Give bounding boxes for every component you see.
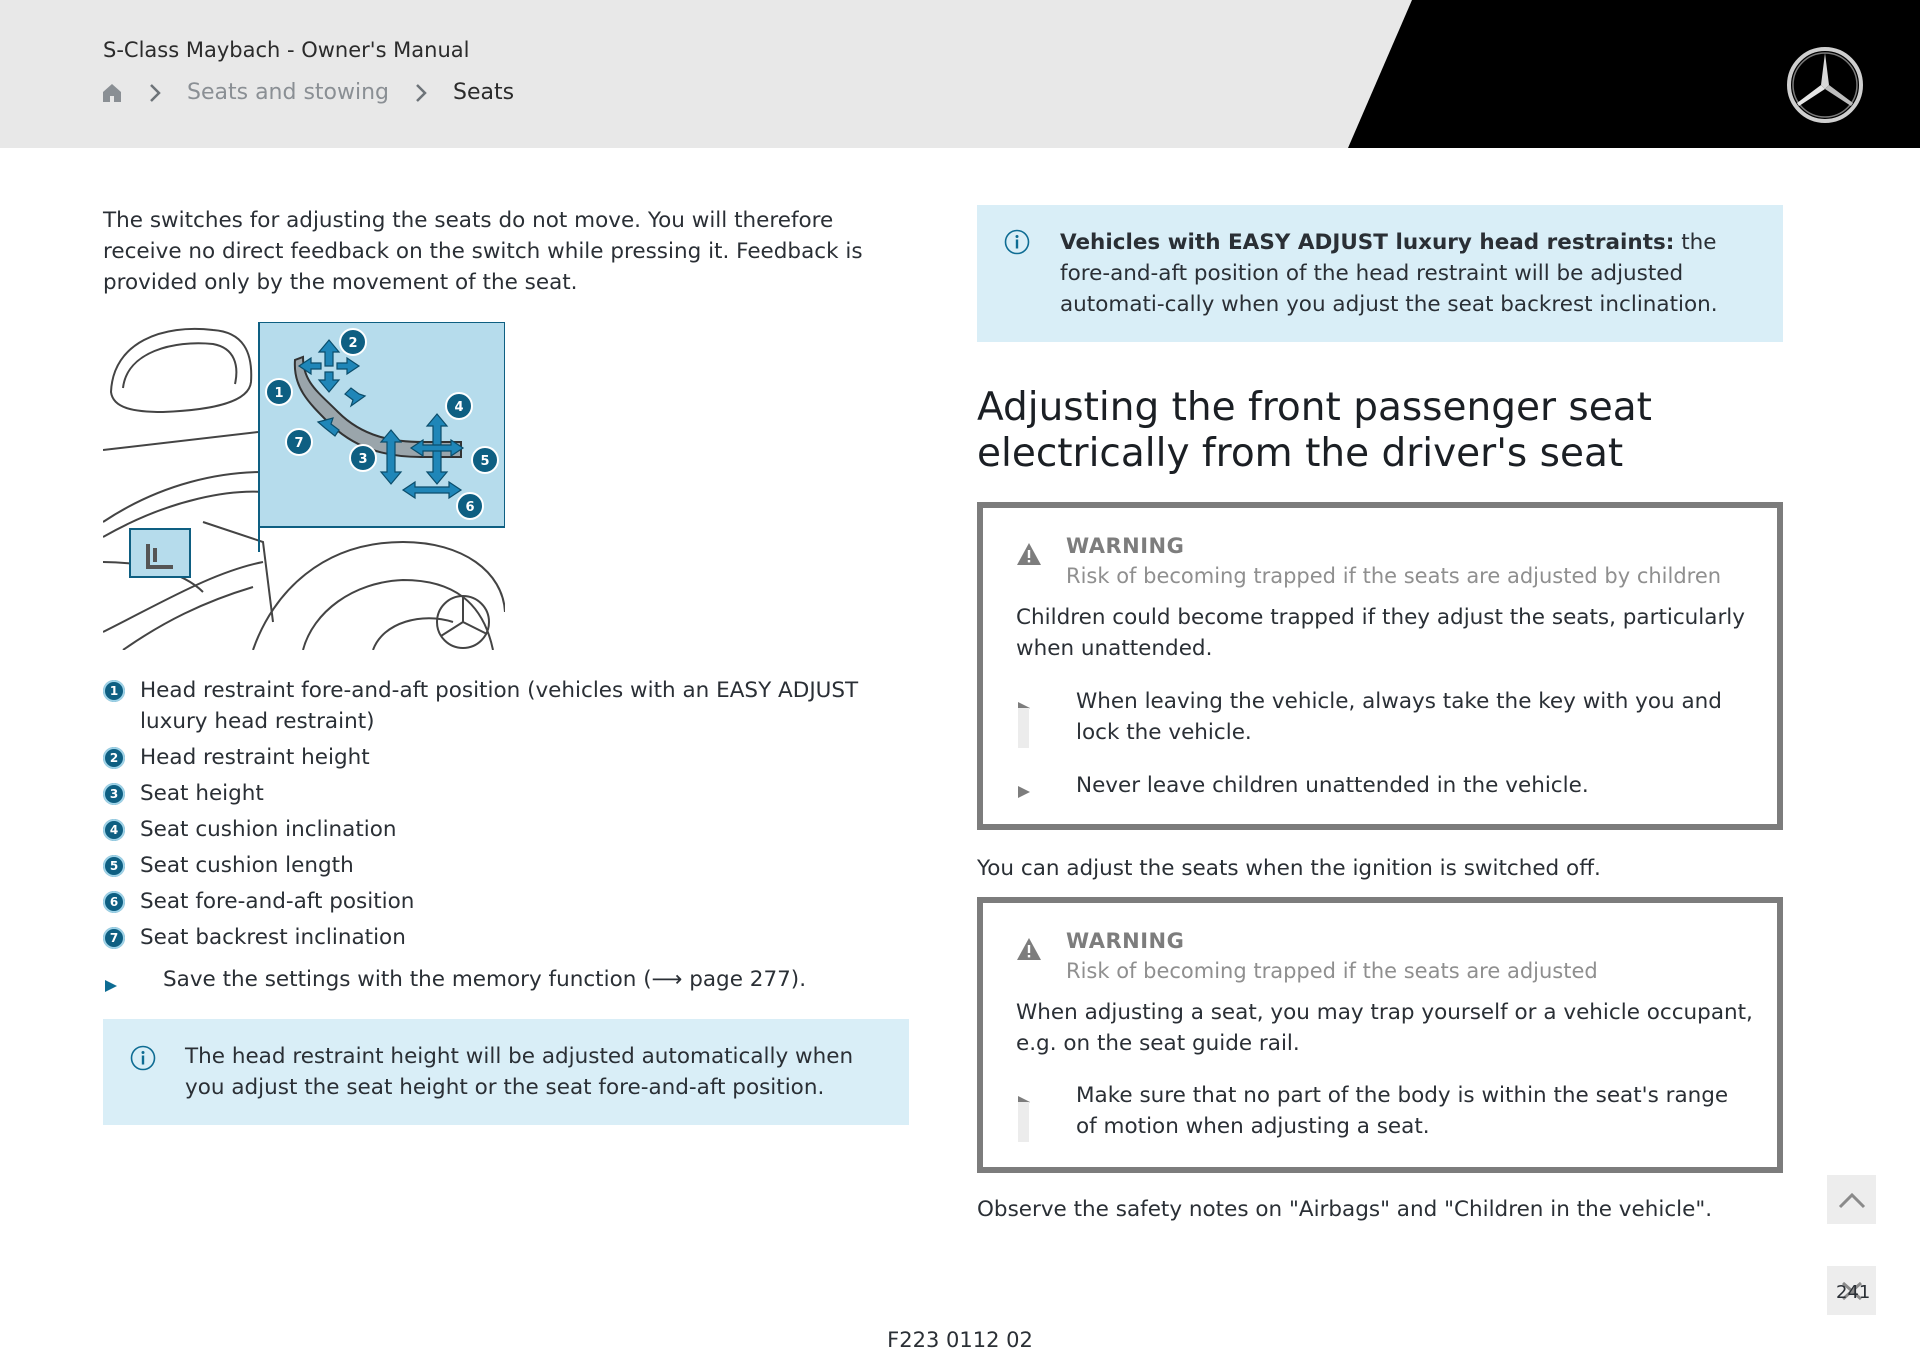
svg-text:1: 1 — [274, 386, 284, 401]
legend-number: 6 — [103, 891, 125, 913]
legend-number: 5 — [103, 855, 125, 877]
legend-text: Seat cushion length — [140, 853, 354, 878]
header-black-panel — [0, 0, 1920, 148]
svg-text:7: 7 — [294, 436, 304, 451]
svg-text:6: 6 — [465, 500, 475, 515]
safety-note: Observe the safety notes on "Airbags" and "Children in the vehicle". — [977, 1197, 1713, 1222]
figure-legend — [103, 675, 909, 958]
info-box-easy-adjust — [977, 205, 1783, 342]
warning-box-seat-adjust — [977, 897, 1783, 1173]
warning-bullet-text: When leaving the vehicle, always take the key with you and lock the vehicle. — [1076, 689, 1722, 745]
callout-7 — [286, 429, 312, 455]
intro-paragraph: The switches for adjusting the seats do not move. You will therefore receive no direct feedback on the switch while pressing it. Feedback is provided only by the movement of the seat. — [103, 208, 863, 295]
warning-label: WARNING — [1066, 929, 1185, 953]
callout-3 — [350, 445, 376, 471]
home-icon[interactable] — [101, 82, 123, 104]
legend-item — [103, 675, 909, 737]
scroll-to-top-button[interactable] — [1827, 1175, 1876, 1224]
warning-body: When adjusting a seat, you may trap yourself or a vehicle occupant, e.g. on the seat guide rail. — [1016, 1000, 1753, 1056]
action-arrow-icon — [103, 972, 123, 1003]
chevron-right-icon — [149, 83, 161, 103]
legend-item — [103, 922, 909, 953]
legend-text: Seat cushion inclination — [140, 817, 397, 842]
callout-5 — [472, 447, 498, 473]
svg-text:3: 3 — [358, 452, 368, 467]
info-text: The head restraint height will be adjusted automatically when you adjust the seat height or the seat fore-and-aft position. — [185, 1044, 854, 1100]
legend-item — [103, 814, 909, 845]
memory-action-step — [103, 964, 909, 1003]
svg-text:2: 2 — [348, 336, 358, 351]
legend-item — [103, 850, 909, 881]
callout-6 — [457, 493, 483, 519]
mercedes-star-logo — [1785, 45, 1865, 125]
bullet-arrow-icon — [1016, 694, 1036, 725]
footer-code: F223 0112 02 — [887, 1328, 1033, 1352]
info-bold-lead: Vehicles with EASY ADJUST luxury head restraints: — [1060, 230, 1675, 255]
seat-adjustment-illustration — [103, 322, 505, 650]
svg-text:4: 4 — [454, 400, 464, 415]
legend-number: 1 — [103, 680, 125, 702]
bullet-arrow-icon — [1016, 778, 1036, 809]
warning-bullet — [1016, 1080, 1736, 1142]
warning-bullet-text: Never leave children unattended in the vehicle. — [1076, 773, 1589, 798]
legend-item — [103, 886, 909, 917]
callout-4 — [446, 393, 472, 419]
legend-text: Seat backrest inclination — [140, 925, 406, 950]
legend-number: 2 — [103, 747, 125, 769]
warning-box-children — [977, 502, 1783, 830]
svg-text:5: 5 — [480, 454, 490, 469]
left-column — [103, 205, 909, 298]
breadcrumb-link-seats-and-stowing[interactable]: Seats and stowing — [187, 80, 390, 105]
warning-bullet — [1016, 770, 1736, 809]
legend-text: Seat height — [140, 781, 264, 806]
warning-body: Children could become trapped if they adjust the seats, particularly when unattended. — [1016, 605, 1745, 661]
warning-risk: Risk of becoming trapped if the seats are adjusted — [1066, 959, 1598, 983]
legend-number: 3 — [103, 783, 125, 805]
section-title: Adjusting the front passenger seat electrically from the driver's seat — [977, 385, 1652, 476]
info-box-head-restraint-height — [103, 1019, 909, 1125]
warning-triangle-icon — [1016, 542, 1042, 570]
document-title: S-Class Maybach - Owner's Manual — [103, 38, 470, 62]
info-icon — [1004, 229, 1030, 259]
callout-2 — [340, 329, 366, 355]
legend-text: Head restraint fore-and-aft position (vehicles with an EASY ADJUST luxury head restraint) — [140, 678, 859, 734]
info-rest: the fore-and-aft position of the head restraint will be adjusted automati-cally when you adjust the seat backrest inclination. — [1060, 230, 1718, 317]
bullet-arrow-icon — [1016, 1088, 1036, 1119]
legend-text: Seat fore-and-aft position — [140, 889, 415, 914]
breadcrumb — [101, 80, 514, 105]
warning-risk: Risk of becoming trapped if the seats are adjusted by children — [1066, 564, 1722, 588]
warning-bullet — [1016, 686, 1736, 748]
legend-item — [103, 778, 909, 809]
warning-bullet-text: Make sure that no part of the body is within the seat's range of motion when adjusting a seat. — [1076, 1083, 1729, 1139]
memory-action-text[interactable]: Save the settings with the memory function (⟶ page 277). — [163, 967, 807, 992]
legend-number: 4 — [103, 819, 125, 841]
chevron-up-icon — [1837, 1190, 1867, 1210]
legend-text: Head restraint height — [140, 745, 370, 770]
info-text — [1060, 227, 1740, 320]
page-header — [0, 0, 1920, 148]
callout-1 — [266, 379, 292, 405]
warning-triangle-icon — [1016, 937, 1042, 965]
warning-label: WARNING — [1066, 534, 1185, 558]
legend-number: 7 — [103, 927, 125, 949]
legend-item — [103, 742, 909, 773]
info-icon — [130, 1045, 156, 1075]
ignition-note: You can adjust the seats when the ignition is switched off. — [977, 856, 1601, 881]
breadcrumb-current: Seats — [453, 80, 515, 105]
chevron-right-icon — [415, 83, 427, 103]
page-number: 241 — [1836, 1282, 1871, 1303]
